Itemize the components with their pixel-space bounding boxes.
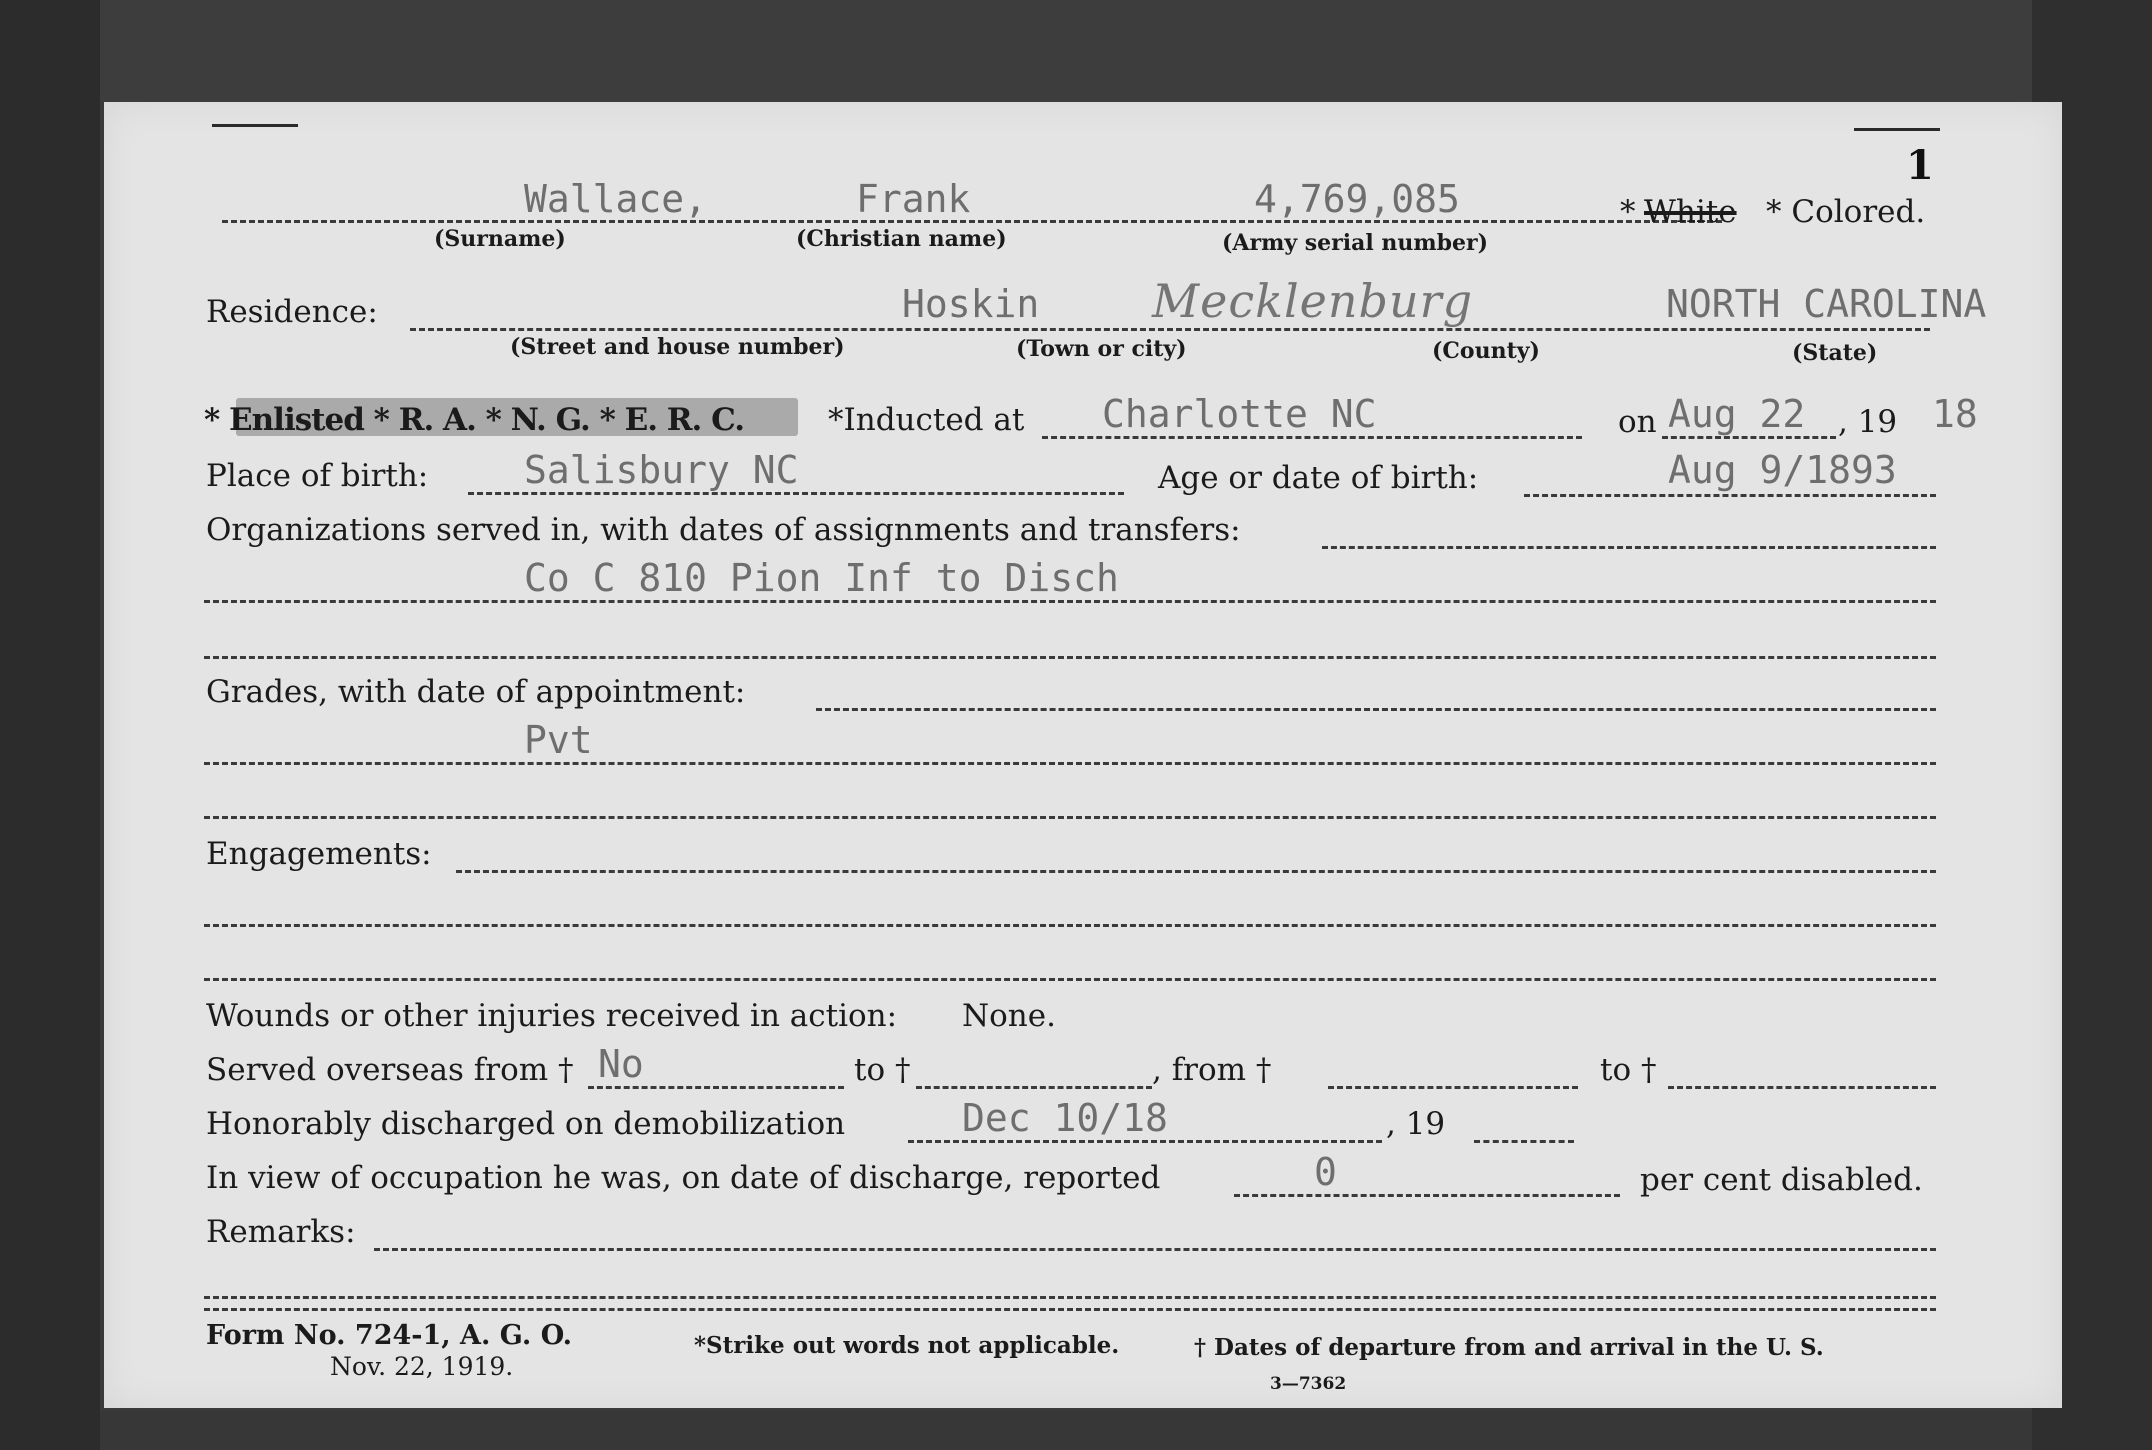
christian-name-caption: (Christian name) bbox=[796, 226, 1007, 252]
record-card bbox=[104, 102, 2062, 1408]
birth-date-line bbox=[1524, 494, 1936, 497]
wounds-label: Wounds or other injuries received in action: bbox=[206, 998, 898, 1034]
overseas-to-line bbox=[916, 1086, 1152, 1089]
residence-label: Residence: bbox=[206, 294, 378, 330]
birth-date: Aug 9/1893 bbox=[1668, 448, 1897, 492]
enlisted-options: * Enlisted * R. A. * N. G. * E. R. C. bbox=[204, 402, 745, 438]
overseas-to-label: to † bbox=[854, 1052, 911, 1088]
surname-value: Wallace, bbox=[524, 177, 708, 221]
per-cent-disabled-label: per cent disabled. bbox=[1640, 1162, 1923, 1198]
grades-label: Grades, with date of appointment: bbox=[206, 674, 746, 710]
town-caption: (Town or city) bbox=[1016, 336, 1187, 362]
induction-date-line bbox=[1662, 436, 1836, 439]
wounds-value: None. bbox=[962, 998, 1056, 1034]
name-line bbox=[222, 220, 1722, 223]
disabled-percent-line bbox=[1234, 1194, 1620, 1197]
place-of-birth-label: Place of birth: bbox=[206, 458, 429, 494]
remarks-line-1 bbox=[374, 1248, 1936, 1251]
serial-caption: (Army serial number) bbox=[1222, 230, 1489, 256]
induction-year-suffix: 18 bbox=[1932, 392, 1978, 436]
residence-county: Mecklenburg bbox=[1152, 274, 1474, 328]
organizations-line-2 bbox=[204, 600, 1936, 603]
overseas-to2-line bbox=[1668, 1086, 1936, 1089]
overseas-to2-label: to † bbox=[1600, 1052, 1657, 1088]
grade-value: Pvt bbox=[524, 718, 593, 762]
top-right-rule bbox=[1854, 128, 1940, 131]
residence-town: Hoskin bbox=[902, 282, 1040, 326]
form-number: Form No. 724-1, A. G. O. bbox=[206, 1320, 573, 1351]
top-left-rule bbox=[212, 124, 298, 127]
scan-border-left bbox=[0, 0, 100, 1450]
age-or-dob-label: Age or date of birth: bbox=[1158, 460, 1479, 496]
scan-border-top bbox=[100, 0, 2032, 102]
engagements-label: Engagements: bbox=[206, 836, 432, 872]
birth-place: Salisbury NC bbox=[524, 448, 799, 492]
organizations-line-1 bbox=[1322, 546, 1936, 549]
dates-note: † Dates of departure from and arrival in the U. S. bbox=[1194, 1334, 1824, 1361]
overseas-from2-line bbox=[1328, 1086, 1578, 1089]
remarks-line-2 bbox=[204, 1296, 1936, 1299]
discharge-date-line bbox=[908, 1140, 1382, 1143]
disabled-percent: 0 bbox=[1314, 1150, 1337, 1194]
residence-line bbox=[410, 328, 1930, 331]
birth-place-line bbox=[468, 492, 1124, 495]
discharge-year-line bbox=[1474, 1140, 1574, 1143]
print-code: 3—7362 bbox=[1270, 1374, 1347, 1394]
residence-state: NORTH CAROLINA bbox=[1666, 282, 1987, 326]
discharge-year-prefix: , 19 bbox=[1386, 1106, 1446, 1142]
serial-number-value: 4,769,085 bbox=[1254, 177, 1460, 221]
induction-year-prefix: , 19 bbox=[1838, 404, 1898, 440]
engagements-line-2 bbox=[204, 924, 1936, 927]
on-label: on bbox=[1618, 404, 1657, 440]
served-overseas-label: Served overseas from † bbox=[206, 1052, 574, 1088]
engagements-line-3 bbox=[204, 978, 1936, 981]
grades-line-3 bbox=[204, 816, 1936, 819]
overseas-from2-label: , from † bbox=[1152, 1052, 1272, 1088]
scan-border-bottom bbox=[100, 1410, 2032, 1450]
in-view-label: In view of occupation he was, on date of discharge, reported bbox=[206, 1160, 1161, 1196]
grades-line-1 bbox=[816, 708, 1936, 711]
inducted-at-label: *Inducted at bbox=[828, 402, 1025, 438]
organizations-label: Organizations served in, with dates of assignments and transfers: bbox=[206, 512, 1241, 548]
engagements-line-1 bbox=[456, 870, 1936, 873]
race-colored: * Colored. bbox=[1766, 194, 1926, 230]
grades-line-2 bbox=[204, 762, 1936, 765]
county-caption: (County) bbox=[1432, 338, 1540, 364]
discharge-date: Dec 10/18 bbox=[962, 1096, 1168, 1140]
overseas-from-line bbox=[588, 1086, 844, 1089]
surname-caption: (Surname) bbox=[434, 226, 566, 252]
race-white-struck: White bbox=[1644, 194, 1737, 230]
honorably-discharged-label: Honorably discharged on demobilization bbox=[206, 1106, 846, 1142]
inducted-place: Charlotte NC bbox=[1102, 392, 1377, 436]
overseas-from-value: No bbox=[598, 1042, 644, 1086]
card-number: 1 bbox=[1906, 142, 1934, 189]
remarks-label: Remarks: bbox=[206, 1214, 356, 1250]
remarks-line-3 bbox=[204, 1308, 1936, 1311]
form-date: Nov. 22, 1919. bbox=[330, 1352, 514, 1381]
induction-date: Aug 22 bbox=[1668, 392, 1806, 436]
strike-note: *Strike out words not applicable. bbox=[694, 1332, 1120, 1359]
organizations-value: Co C 810 Pion Inf to Disch bbox=[524, 556, 1119, 600]
race-star: * bbox=[1620, 194, 1636, 230]
organizations-line-3 bbox=[204, 656, 1936, 659]
inducted-line bbox=[1042, 436, 1582, 439]
state-caption: (State) bbox=[1792, 340, 1878, 366]
christian-name-value: Frank bbox=[856, 177, 971, 221]
street-caption: (Street and house number) bbox=[510, 334, 845, 360]
